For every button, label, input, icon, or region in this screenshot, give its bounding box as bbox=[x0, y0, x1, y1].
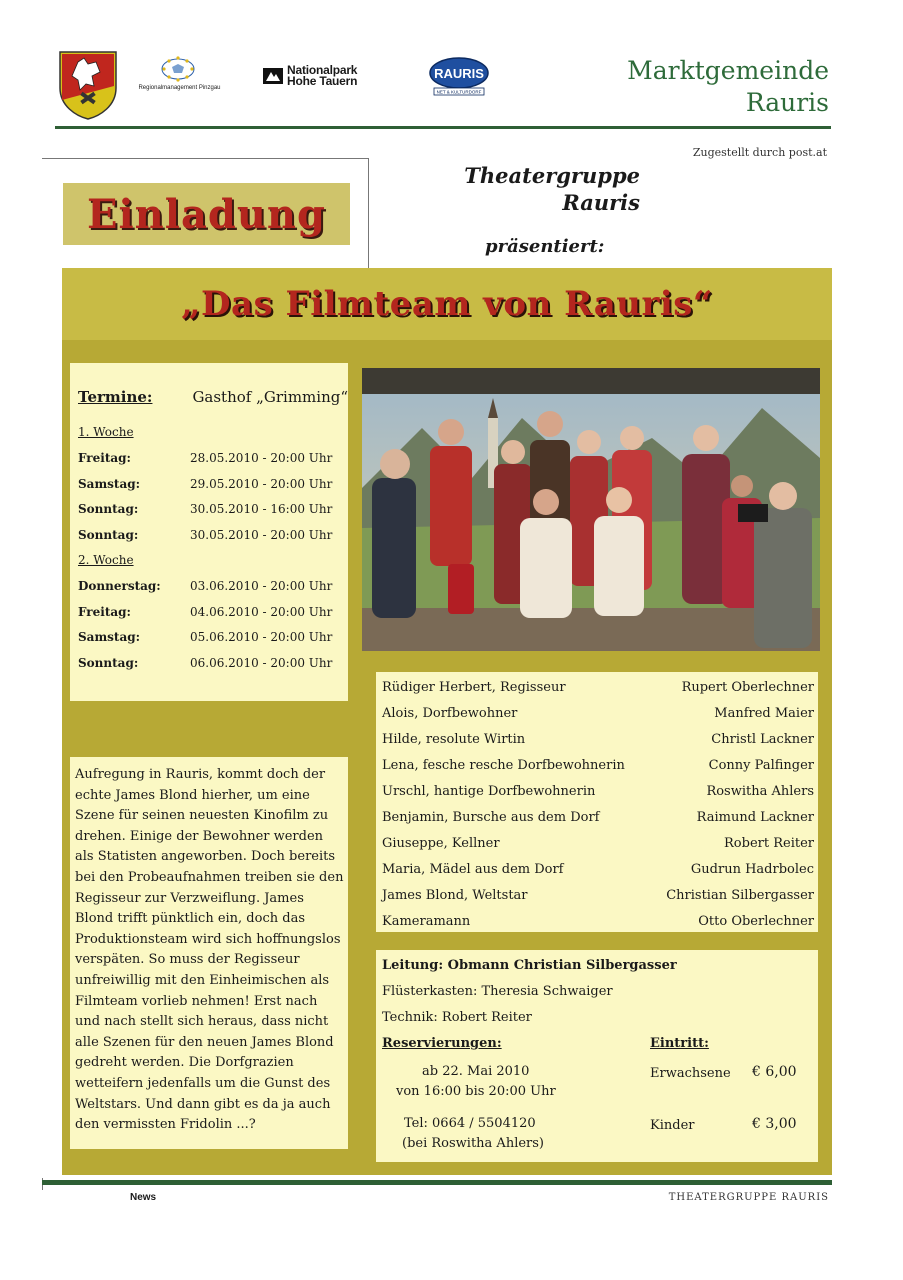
cast-list bbox=[376, 672, 818, 932]
rauris-logo-text: RAURIS bbox=[434, 66, 484, 81]
cast-row: Alois, Dorfbewohner Manfred Maier bbox=[382, 706, 814, 721]
reservation-label: Reservierungen: bbox=[382, 1036, 502, 1051]
cast-row: Maria, Mädel aus dem Dorf Gudrun Hadrbolec bbox=[382, 862, 814, 877]
child-price: € 3,00 bbox=[752, 1116, 797, 1132]
schedule-row: Freitag: 28.05.2010 - 20:00 Uhr bbox=[78, 451, 333, 465]
week2-label: 2. Woche bbox=[78, 553, 134, 567]
cast-row: Kameramann Otto Oberlechner bbox=[382, 914, 814, 929]
nationalpark-line1: Nationalpark bbox=[287, 63, 358, 77]
presenter-line1: Theatergruppe bbox=[464, 163, 640, 188]
adult-price: € 6,00 bbox=[752, 1064, 797, 1080]
admission-label: Eintritt: bbox=[650, 1036, 709, 1051]
frame-line bbox=[368, 158, 369, 268]
cast-row: Lena, fesche resche Dorfbewohnerin Conny Palfinger bbox=[382, 758, 814, 773]
rauris-logo-sub: NET & KULTURDORF bbox=[436, 89, 482, 95]
story-card bbox=[70, 757, 348, 1149]
schedule-row: Samstag: 05.06.2010 - 20:00 Uhr bbox=[78, 630, 333, 644]
presenter-block bbox=[370, 162, 640, 216]
reservation-date: ab 22. Mai 2010 bbox=[422, 1064, 530, 1079]
invitation-text: Einladung bbox=[87, 190, 326, 238]
schedule-row: Freitag: 04.06.2010 - 20:00 Uhr bbox=[78, 605, 333, 619]
cast-row: Urschl, hantige Dorfbewohnerin Roswitha Ahlers bbox=[382, 784, 814, 799]
technik: Technik: Robert Reiter bbox=[382, 1010, 532, 1025]
delivery-note: Zugestellt durch post.at bbox=[692, 146, 827, 159]
brand-title bbox=[627, 55, 829, 119]
schedule-row: Sonntag: 06.06.2010 - 20:00 Uhr bbox=[78, 656, 333, 670]
regionalmanagement-logo bbox=[132, 55, 227, 97]
reservation-phone: Tel: 0664 / 5504120 bbox=[404, 1116, 536, 1131]
nationalpark-logo bbox=[262, 62, 357, 90]
cast-row: Benjamin, Bursche aus dem Dorf Raimund Lackner bbox=[382, 810, 814, 825]
regionalmanagement-label: Regionalmanagement Pinzgau bbox=[138, 85, 221, 91]
info-card bbox=[376, 950, 818, 1162]
week1-label: 1. Woche bbox=[78, 425, 134, 439]
cast-row: Hilde, resolute Wirtin Christl Lackner bbox=[382, 732, 814, 747]
presenter-line3: präsentiert: bbox=[485, 236, 605, 257]
rauris-logo bbox=[428, 56, 490, 96]
venue: Gasthof „Grimming“ bbox=[192, 388, 348, 406]
schedule-row: Sonntag: 30.05.2010 - 20:00 Uhr bbox=[78, 528, 333, 542]
adult-label: Erwachsene bbox=[650, 1066, 731, 1081]
footer-publisher: THEATERGRUPPE RAURIS bbox=[668, 1192, 829, 1203]
footer-news: News bbox=[130, 1192, 157, 1203]
cast-photo bbox=[362, 368, 820, 651]
frame-line bbox=[42, 158, 369, 159]
invitation-banner bbox=[63, 183, 350, 245]
brand-line1: Marktgemeinde bbox=[627, 56, 829, 85]
nationalpark-line2: Hohe Tauern bbox=[287, 74, 358, 88]
play-title: „Das Filmteam von Rauris“ bbox=[181, 284, 713, 324]
schedule-row: Donnerstag: 03.06.2010 - 20:00 Uhr bbox=[78, 579, 333, 593]
reservation-phone-note: (bei Roswitha Ahlers) bbox=[402, 1136, 544, 1151]
header-divider bbox=[55, 126, 831, 129]
leitung: Leitung: Obmann Christian Silbergasser bbox=[382, 958, 677, 973]
schedule-row: Sonntag: 30.05.2010 - 16:00 Uhr bbox=[78, 502, 333, 516]
brand-line2: Rauris bbox=[745, 88, 829, 117]
cast-row: James Blond, Weltstar Christian Silbergasser bbox=[382, 888, 814, 903]
nationalpark-mark-icon bbox=[262, 65, 284, 87]
cast-row: Giuseppe, Kellner Robert Reiter bbox=[382, 836, 814, 851]
child-label: Kinder bbox=[650, 1118, 695, 1133]
schedule-label: Termine: bbox=[78, 388, 153, 406]
play-title-band bbox=[62, 268, 832, 340]
schedule-row: Samstag: 29.05.2010 - 20:00 Uhr bbox=[78, 477, 333, 491]
cast-row: Rüdiger Herbert, Regisseur Rupert Oberlechner bbox=[382, 680, 814, 695]
schedule-card bbox=[70, 363, 348, 701]
coat-of-arms-logo bbox=[58, 50, 118, 120]
fluesterkasten: Flüsterkasten: Theresia Schwaiger bbox=[382, 984, 613, 999]
story-text: Aufregung in Rauris, kommt doch der echte James Blond hierher, um eine Szene für seinen neuesten Kinofilm zu drehen. Einige der Bewohner werden als Statisten angeworben. Doch bereits bei den Probeaufnahmen treiben sie den Regisseur zur Verzweiflung. James Blond trifft pünktlich ein, doch das Produktionsteam wird sich hoffnungslos verspäten. So muss der Regisseur unfreiwillig mit den Einheimischen als Filmteam vorlieb nehmen! Erst nach und nach stellt sich heraus, dass nicht alle Szenen für den neuen James Blond gedreht werden. Die Dorfgrazien wetteifern jedenfalls um die Gunst des Weltstars. Und dann gibt es da ja auch den vermissten Fridolin ...? bbox=[75, 767, 344, 1133]
reservation-time: von 16:00 bis 20:00 Uhr bbox=[396, 1084, 556, 1099]
presenter-line2: Rauris bbox=[562, 190, 640, 215]
footer-divider bbox=[42, 1180, 832, 1185]
